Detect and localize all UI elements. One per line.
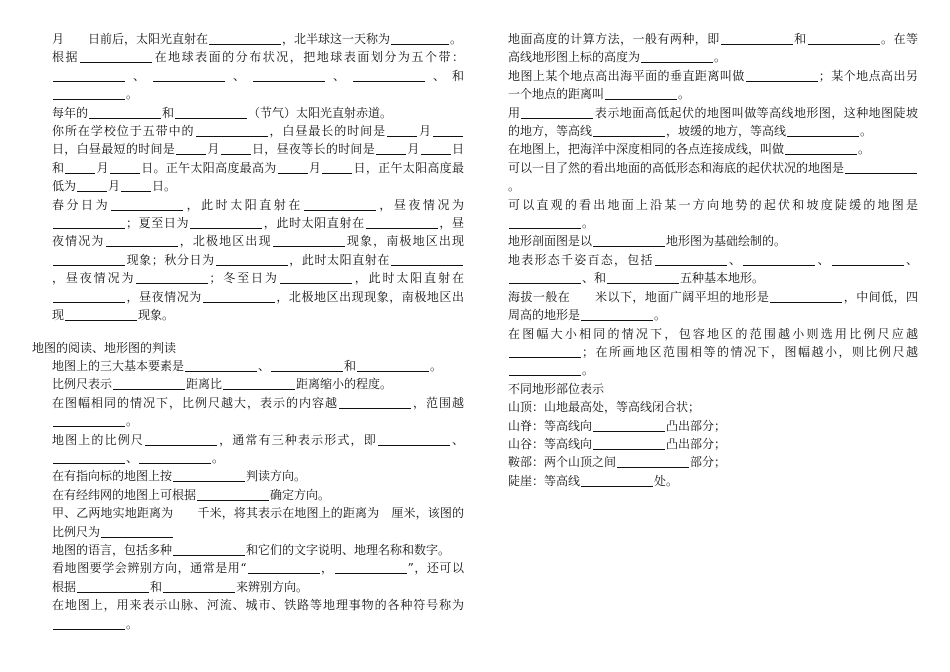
answer-blank[interactable] bbox=[176, 142, 206, 155]
answer-blank[interactable] bbox=[376, 142, 406, 155]
answer-blank[interactable] bbox=[378, 433, 450, 446]
question-text: 可以一目了然的看出地面的高低形态和海底的起伏状况的地图是。 bbox=[508, 159, 918, 196]
answer-blank[interactable] bbox=[209, 32, 281, 45]
question-text: 在有经纬网的地图上可根据 确定方向。 bbox=[52, 487, 331, 502]
answer-blank[interactable] bbox=[173, 543, 245, 556]
answer-blank[interactable] bbox=[53, 253, 125, 266]
answer-blank[interactable] bbox=[581, 474, 653, 487]
answer-blank[interactable] bbox=[746, 69, 818, 82]
answer-blank[interactable] bbox=[136, 271, 208, 284]
question-text: 比例尺表示 距离比 距离缩小的程度。 bbox=[52, 377, 393, 392]
question-text: 用 表示地面高低起伏的地图叫做等高线地形图，这种地图陡坡的地方，等高线 ，坡缓的地方，等高线 。 bbox=[508, 105, 918, 139]
answer-blank[interactable] bbox=[53, 414, 125, 427]
answer-blank[interactable] bbox=[248, 561, 320, 574]
answer-blank[interactable] bbox=[175, 106, 247, 119]
question-text: 你所在学校位于五带中的 ，白昼最长的时间是 月日，白昼最短的时间是 月 日，昼夜等长的时间是 月 日和 月 日。正午太阳高度最高为 月 日，正午太阳高度最低为 月 日。 bbox=[52, 124, 464, 194]
answer-blank[interactable] bbox=[106, 234, 178, 247]
answer-blank[interactable] bbox=[197, 488, 269, 501]
question-text: 山谷：等高线向 凸出部分； bbox=[508, 436, 727, 451]
answer-blank[interactable] bbox=[433, 124, 463, 137]
answer-blank[interactable] bbox=[641, 50, 713, 63]
answer-blank[interactable] bbox=[53, 216, 125, 229]
answer-blank[interactable] bbox=[617, 455, 689, 468]
question-text: 看地图要学会辨别方向，通常是用“ ， ”，还可以根据 和 来辨别方向。 bbox=[52, 561, 464, 594]
answer-blank[interactable] bbox=[593, 124, 665, 137]
answer-blank[interactable] bbox=[387, 124, 417, 137]
answer-blank[interactable] bbox=[145, 433, 217, 446]
answer-blank[interactable] bbox=[111, 198, 183, 211]
answer-blank[interactable] bbox=[593, 419, 665, 432]
question-text: 在图幅大小相同的情况下，包容地区的范围越小则选用比例尺应越；在所画地区范围相等的情况下，图幅越小，则比例尺越。 bbox=[508, 326, 918, 378]
answer-blank[interactable] bbox=[521, 106, 593, 119]
question-text: 鞍部：两个山顶之间 部分； bbox=[508, 455, 727, 470]
answer-blank[interactable] bbox=[845, 161, 917, 174]
answer-blank[interactable] bbox=[278, 161, 308, 174]
right-column bbox=[508, 30, 918, 490]
answer-blank[interactable] bbox=[605, 87, 677, 100]
answer-blank[interactable] bbox=[353, 69, 425, 82]
answer-blank[interactable] bbox=[216, 253, 288, 266]
answer-blank[interactable] bbox=[221, 142, 251, 155]
answer-blank[interactable] bbox=[139, 451, 211, 464]
answer-blank[interactable] bbox=[153, 69, 225, 82]
answer-blank[interactable] bbox=[509, 363, 581, 376]
answer-blank[interactable] bbox=[80, 50, 152, 63]
answer-blank[interactable] bbox=[53, 617, 125, 630]
question-text: 山顶：山地最高处，等高线闭合状； bbox=[508, 400, 701, 415]
answer-blank[interactable] bbox=[190, 216, 262, 229]
answer-blank[interactable] bbox=[655, 253, 727, 266]
answer-blank[interactable] bbox=[509, 345, 581, 358]
question-text: 地图上某个地点高出海平面的垂直距离叫做 ；某个地点高出另一个地点的距离叫 。 bbox=[508, 68, 918, 102]
answer-blank[interactable] bbox=[787, 124, 859, 137]
answer-blank[interactable] bbox=[366, 216, 438, 229]
answer-blank[interactable] bbox=[89, 106, 161, 119]
question-text: 陡崖：等高线 处。 bbox=[508, 473, 679, 488]
answer-blank[interactable] bbox=[421, 142, 451, 155]
answer-blank[interactable] bbox=[593, 437, 665, 450]
answer-blank[interactable] bbox=[304, 198, 376, 211]
question-text: 每年的 和 （节气）太阳光直射赤道。 bbox=[52, 105, 393, 120]
question-text: 山脊：等高线向 凸出部分； bbox=[508, 418, 727, 433]
question-text: 在图幅相同的情况下，比例尺越大，表示的内容越 ，范围越。 bbox=[52, 395, 464, 429]
question-text: 地形剖面图是以 地形图为基础绘制的。 bbox=[508, 234, 787, 249]
answer-blank[interactable] bbox=[77, 580, 149, 593]
left-column bbox=[32, 30, 464, 633]
answer-blank[interactable] bbox=[223, 377, 295, 390]
answer-blank[interactable] bbox=[65, 308, 137, 321]
section-heading: 地图的阅读、地形图的判读 bbox=[32, 340, 177, 355]
answer-blank[interactable] bbox=[607, 271, 679, 284]
question-text: 在地图上，用来表示山脉、河流、城市、铁路等地理事物的各种符号称为。 bbox=[52, 598, 464, 631]
answer-blank[interactable] bbox=[253, 69, 325, 82]
answer-blank[interactable] bbox=[53, 290, 125, 303]
question-text: 海拔一般在 米以下，地面广阔平坦的地形是 ，中间低，四周高的地形是 。 bbox=[508, 289, 918, 323]
answer-blank[interactable] bbox=[203, 290, 275, 303]
answer-blank[interactable] bbox=[77, 179, 107, 192]
answer-blank[interactable] bbox=[509, 271, 581, 284]
answer-blank[interactable] bbox=[339, 396, 411, 409]
answer-blank[interactable] bbox=[593, 234, 665, 247]
answer-blank[interactable] bbox=[113, 377, 185, 390]
answer-blank[interactable] bbox=[832, 253, 904, 266]
question-text: 在有指向标的地图上按 判读方向。 bbox=[52, 469, 307, 484]
answer-blank[interactable] bbox=[808, 32, 880, 45]
answer-blank[interactable] bbox=[273, 234, 345, 247]
answer-blank[interactable] bbox=[163, 580, 235, 593]
answer-blank[interactable] bbox=[391, 253, 463, 266]
question-text: 地图上的三大基本要素是 、 和 。 bbox=[52, 358, 443, 373]
answer-blank[interactable] bbox=[770, 290, 842, 303]
question-text: 地表形态千姿百态，包括 、 、 、、和 五种基本地形。 bbox=[508, 252, 918, 286]
answer-blank[interactable] bbox=[110, 161, 140, 174]
answer-blank[interactable] bbox=[335, 561, 407, 574]
answer-blank[interactable] bbox=[357, 359, 429, 372]
answer-blank[interactable] bbox=[196, 124, 268, 137]
answer-blank[interactable] bbox=[391, 32, 449, 45]
answer-blank[interactable] bbox=[53, 69, 125, 82]
question-text: 地图的语言，包括多种 和它们的文字说明、地理名称和数字。 bbox=[52, 542, 451, 557]
question-text: 地面高度的计算方法，一般有两种，即 和 。在等高线地形图上标的高度为 。 bbox=[508, 32, 918, 65]
answer-blank[interactable] bbox=[53, 451, 125, 464]
question-text: 地图上的比例尺 ，通常有三种表示形式，即 、、 。 bbox=[52, 432, 464, 465]
answer-blank[interactable] bbox=[121, 179, 151, 192]
question-text: 可以直观的看出地面上沿某一方向地势的起伏和坡度陡缓的地图是。 bbox=[508, 197, 918, 231]
answer-blank[interactable] bbox=[53, 87, 125, 100]
answer-blank[interactable] bbox=[271, 359, 343, 372]
answer-blank[interactable] bbox=[743, 253, 815, 266]
answer-blank[interactable] bbox=[785, 142, 857, 155]
question-text: 在地图上，把海洋中深度相同的各点连接成线，叫做 。 bbox=[508, 142, 871, 157]
answer-blank[interactable] bbox=[509, 216, 581, 229]
question-text: 根据 在地球表面的分布状况，把地球表面划分为五个带：、 、 、 、和。 bbox=[52, 50, 464, 102]
answer-blank[interactable] bbox=[101, 525, 173, 538]
answer-blank[interactable] bbox=[322, 161, 352, 174]
question-text: 月 日前后，太阳光直射在 ，北半球这一天称为 。 bbox=[52, 32, 463, 46]
answer-blank[interactable] bbox=[581, 308, 653, 321]
question-text: 甲、乙两地实地距离为 千米，将其表示在地图上的距离为 厘米，该图的比例尺为 bbox=[52, 506, 464, 539]
question-text: 不同地形部位表示 bbox=[508, 381, 605, 396]
question-text: 春分日为 ，此时太阳直射在 ，昼夜情况为；夏至日为 ，此时太阳直射在 ，昼夜情况为 ，北极地区出现 现象，南极地区出现现象；秋分日为 ，此时太阳直射在，昼夜情况为 ；冬至日为 ，此时太阳直射在，昼夜情况为 ，北极地区出现现象，南极地区出现 现象。 bbox=[52, 197, 464, 323]
answer-blank[interactable] bbox=[280, 271, 352, 284]
answer-blank[interactable] bbox=[65, 161, 95, 174]
answer-blank[interactable] bbox=[173, 469, 245, 482]
answer-blank[interactable] bbox=[721, 32, 793, 45]
answer-blank[interactable] bbox=[185, 359, 257, 372]
